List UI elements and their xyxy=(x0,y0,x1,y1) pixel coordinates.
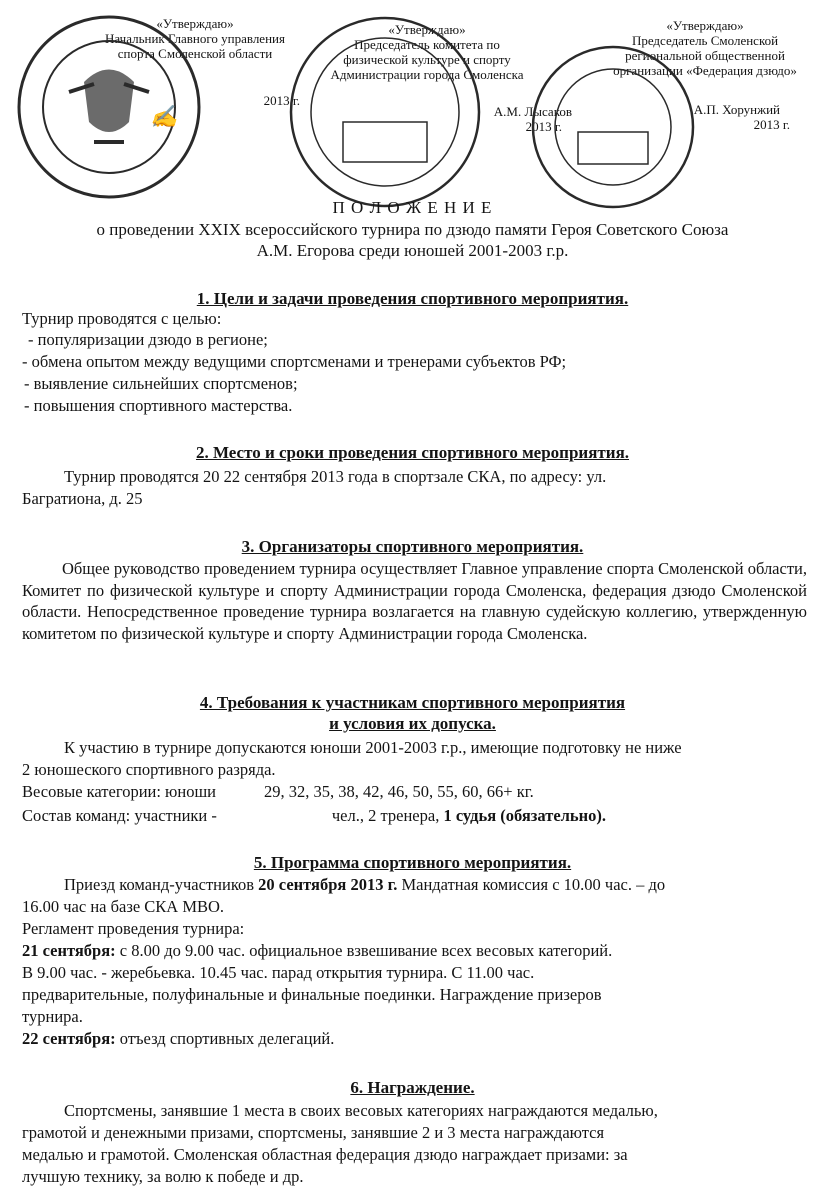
team-judge: 1 судья (обязательно). xyxy=(443,806,607,825)
approval-name: А.М. Лысаков xyxy=(493,104,572,119)
paragraph: грамотой и денежными призами, спортсмены, занявшие 2 и 3 места награждаются xyxy=(22,1123,605,1142)
approval-right xyxy=(590,18,820,132)
section-heading: 2. Место и сроки проведения спортивного мероприятия. xyxy=(195,443,630,462)
arrival-line xyxy=(64,875,665,895)
paragraph: В 9.00 час. - жеребьевка. 10.45 час. парад открытия турнира. С 11.00 час. xyxy=(22,963,535,982)
document-title: П О Л О Ж Е Н И Е xyxy=(332,198,493,217)
approval-date: 2013 г. xyxy=(263,93,300,108)
signature-left: ✍ xyxy=(150,105,178,130)
document-subtitle: А.М. Егорова среди юношей 2001-2003 г.р. xyxy=(256,241,569,260)
section-heading: 1. Цели и задачи проведения спортивного мероприятия. xyxy=(196,289,629,308)
approval-label: «Утверждаю» xyxy=(156,16,234,31)
list-item: - повышения спортивного мастерства. xyxy=(24,396,293,415)
paragraph: 16.00 час на базе СКА МВО. xyxy=(22,897,225,916)
approval-position: организации «Федерация дзюдо» xyxy=(613,63,797,78)
paragraph: лучшую технику, за волю к победе и др. xyxy=(22,1167,304,1186)
schedule-text: с 8.00 до 9.00 час. официальное взвешивание всех весовых категорий. xyxy=(115,941,613,960)
document-subtitle: о проведении XXIX всероссийского турнира по дзюдо памяти Героя Советского Союза xyxy=(96,220,729,239)
approval-position: Председатель Смоленской xyxy=(631,33,779,48)
section-heading: 4. Требования к участникам спортивного мероприятия xyxy=(199,693,626,712)
list-item: - обмена опытом между ведущими спортсменами и тренерами субъектов РФ; xyxy=(22,352,567,371)
list-item: - выявление сильнейших спортсменов; xyxy=(24,374,298,393)
approval-position: Администрации города Смоленска xyxy=(330,67,524,82)
approval-left xyxy=(60,16,300,108)
team-line xyxy=(22,806,606,826)
paragraph: Спортсмены, занявшие 1 места в своих весовых категориях награждаются медалью, xyxy=(64,1101,658,1120)
approval-position: Председатель комитета по xyxy=(354,37,500,52)
paragraph: Турнир проводятся с целью: xyxy=(22,309,222,328)
approval-position: спорта Смоленской области xyxy=(117,46,273,61)
paragraph: Турнир проводятся 20 22 сентября 2013 года в спортзале СКА, по адресу: ул. xyxy=(64,467,607,486)
paragraph: Багратиона, д. 25 xyxy=(22,489,143,508)
paragraph: К участию в турнире допускаются юноши 2001-2003 г.р., имеющие подготовку не ниже xyxy=(64,738,682,757)
team-rest: чел., 2 тренера, xyxy=(331,806,440,825)
weights-label: Весовые категории: юноши xyxy=(22,782,217,801)
approval-position: региональной общественной xyxy=(625,48,785,63)
paragraph: Регламент проведения турнира: xyxy=(22,919,245,938)
paragraph: 2 юношеского спортивного разряда. xyxy=(22,760,276,779)
weights-values: 29, 32, 35, 38, 42, 46, 50, 55, 60, 66+ кг. xyxy=(264,782,534,801)
approval-label: «Утверждаю» xyxy=(666,18,744,33)
approval-middle xyxy=(312,22,572,134)
section-heading: 3. Организаторы спортивного мероприятия. xyxy=(241,537,584,556)
approval-date: 2013 г. xyxy=(753,117,790,132)
paragraph: Общее руководство проведением турнира осуществляет Главное управление спорта Смоленской области, Комитет по физической культуре и спорту Администрации города Смоленска, федерация дзюдо Смоленской области. Непосредственное проведение турнира возлагается на главную судейскую коллегию, утвержденную комитетом по физической культуре и спорту Администрации города Смоленска. xyxy=(22,559,807,643)
schedule-date: 22 сентября: xyxy=(22,1029,116,1048)
approval-label: «Утверждаю» xyxy=(388,22,466,37)
section-heading: 5. Программа спортивного мероприятия. xyxy=(253,853,572,872)
paragraph: предварительные, полуфинальные и финальные поединки. Награждение призеров xyxy=(22,985,602,1004)
approval-date: 2013 г. xyxy=(525,119,562,134)
schedule-text: отъезд спортивных делегаций. xyxy=(115,1029,335,1048)
schedule-22 xyxy=(22,1029,334,1049)
paragraph: турнира. xyxy=(22,1007,83,1026)
section-heading: и условия их допуска. xyxy=(329,714,496,733)
arrival-date: 20 сентября 2013 г. xyxy=(258,875,398,894)
approval-name: А.П. Хорунжий xyxy=(693,102,780,117)
approval-position: физической культуре и спорту xyxy=(343,52,511,67)
arrival-text: Мандатная комиссия с 10.00 час. – до xyxy=(397,875,666,894)
arrival-text: Приезд команд-участников xyxy=(64,875,255,894)
team-label: Состав команд: участники - xyxy=(22,806,217,825)
schedule-21 xyxy=(22,941,612,961)
list-item: - популяризации дзюдо в регионе; xyxy=(28,330,268,349)
paragraph: медалью и грамотой. Смоленская областная федерация дзюдо награждает призами: за xyxy=(22,1145,628,1164)
section-heading: 6. Награждение. xyxy=(350,1078,475,1097)
approval-position: Начальник Главного управления xyxy=(105,31,285,46)
weights-line xyxy=(22,782,534,802)
schedule-date: 21 сентября: xyxy=(22,941,116,960)
